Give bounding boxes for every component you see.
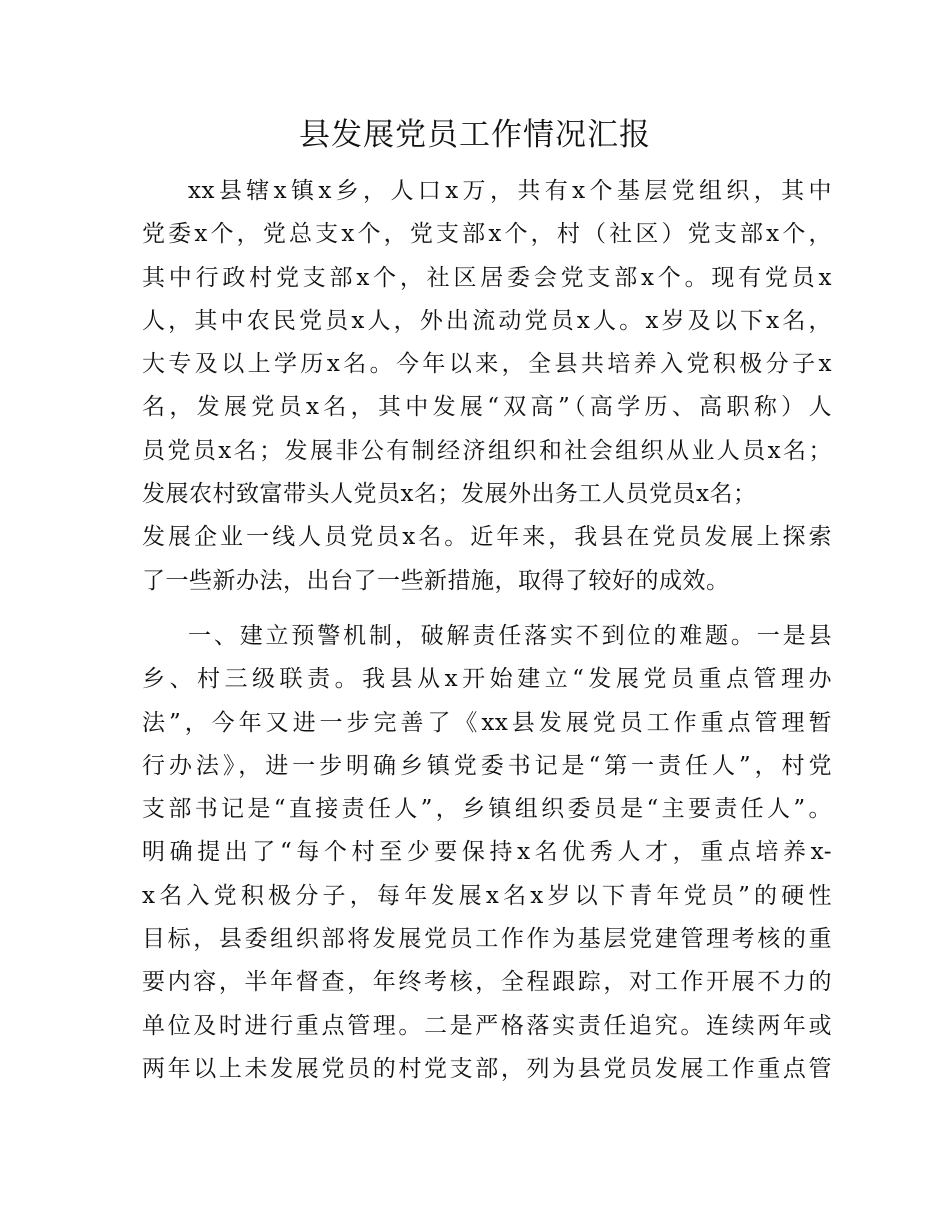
paragraph-line: 人，其中农民党员x人，外出流动党员x人。x岁及以下x名，: [142, 307, 832, 334]
paragraph-line: 党委x个，党总支x个，党支部x个，村（社区）党支部x个，: [142, 221, 832, 248]
paragraph-line: xx县辖x镇x乡，人口x万，共有x个基层党组织，其中: [188, 178, 832, 204]
paragraph-line: 乡、村三级联责。我县从x开始建立“发展党员重点管理办: [142, 666, 832, 693]
paragraph-line: 名，发展党员x名，其中发展“双高”（高学历、高职称）人: [142, 394, 832, 421]
paragraph-spacing: [142, 603, 832, 615]
paragraph-1: [142, 170, 832, 603]
paragraph-line: 要内容，半年督查，年终考核，全程跟踪，对工作开展不力的: [142, 969, 832, 996]
paragraph-line: 员党员x名；发展非公有制经济组织和社会组织从业人员x名；: [142, 437, 832, 464]
paragraph-2: [142, 615, 832, 1091]
paragraph-line: 两年以上未发展党员的村党支部，列为县党员发展工作重点管: [142, 1055, 832, 1082]
paragraph-line: 行办法》，进一步明确乡镇党委书记是“第一责任人”，村党: [142, 752, 832, 779]
paragraph-line: 目标，县委组织部将发展党员工作作为基层党建管理考核的重: [142, 926, 832, 953]
paragraph-line: 其中行政村党支部x个，社区居委会党支部x个。现有党员x: [142, 264, 832, 291]
paragraph-line: 支部书记是“直接责任人”，乡镇组织委员是“主要责任人”。: [142, 796, 832, 823]
paragraph-line: 大专及以上学历x名。今年以来，全县共培养入党积极分子x: [142, 351, 832, 378]
paragraph-line: 单位及时进行重点管理。二是严格落实责任追究。连续两年或: [142, 1012, 832, 1039]
paragraph-line: x名入党积极分子，每年发展x名x岁以下青年党员”的硬性: [142, 882, 832, 909]
paragraph-line: 发展企业一线人员党员x名。近年来，我县在党员发展上探索: [142, 524, 832, 551]
paragraph-line: 发展农村致富带头人党员x名；发展外出务工人员党员x名；: [142, 481, 757, 508]
paragraph-line: 一、建立预警机制，破解责任落实不到位的难题。一是县: [188, 622, 832, 649]
document-title: 县发展党员工作情况汇报: [299, 117, 651, 153]
document-body: [142, 170, 832, 1091]
paragraph-line: 法”，今年又进一步完善了《xx县发展党员工作重点管理暂: [142, 709, 832, 736]
paragraph-line: 明确提出了“每个村至少要保持x名优秀人才，重点培养x-: [142, 839, 832, 866]
paragraph-line: 了一些新办法，出台了一些新措施，取得了较好的成效。: [142, 567, 730, 594]
